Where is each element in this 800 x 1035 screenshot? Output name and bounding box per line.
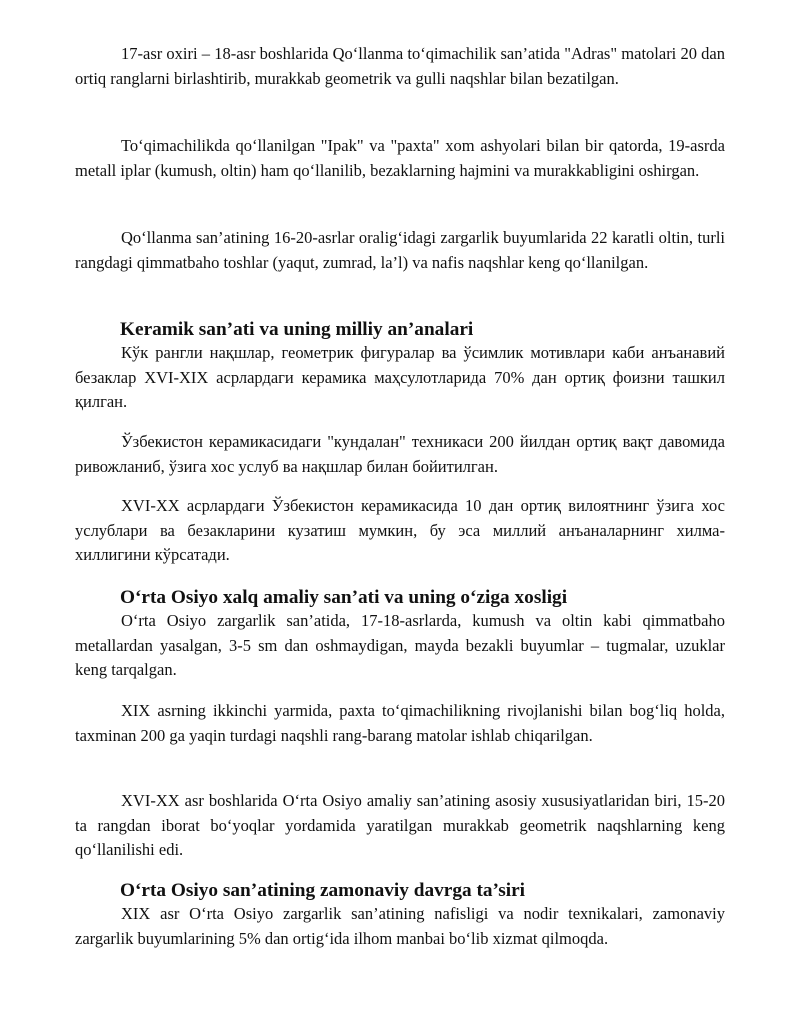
section-heading-keramik: Keramik san’ati va uning milliy an’analari — [120, 319, 474, 340]
paragraph-adras: 17-asr oxiri – 18-asr boshlarida Qo‘llanma to‘qimachilik san’atida "Adras" matolari 20 dan ortiq ranglarni birlashtirib, murakkab geometrik va gulli naqshlar bilan bezatilgan. — [75, 44, 725, 88]
paragraph-ilhom-manbai: XIX asr O‘rta Osiyo zargarlik san’atining nafisligi va nodir texnikalari, zamonaviy zargarlik buyumlarining 5% dan ortig‘ida ilhom manbai bo‘lib xizmat qilmoqda. — [75, 904, 725, 948]
paragraph-mayda-buyumlar: O‘rta Osiyo zargarlik san’atida, 17-18-asrlarda, kumush va oltin kabi qimmatbaho metallardan yasalgan, 3-5 sm dan oshmaydigan, mayda bezakli buyumlar – tugmalar, uzuklar keng tarqalgan. — [75, 611, 725, 679]
paragraph-viloyatlar: XVI-XX асрлардаги Ўзбекистон керамикасида 10 дан ортиқ вилоятнинг ўзига хос услублари ва безакларини кузатиш мумкин, бу эса миллий анъаналарнинг хилма-хиллигини кўрсатади. — [75, 496, 725, 564]
paragraph-kok-naqshlar: Кўк рангли нақшлар, геометрик фигуралар ва ўсимлик мотивлари каби анъанавий безаклар XVI-XIX асрлардаги керамика маҳсулотларида 70% дан ортиқ фоизни ташкил қилган. — [75, 343, 725, 411]
paragraph-ipak-paxta: To‘qimachilikda qo‘llanilgan "Ipak" va "paxta" xom ashyolari bilan bir qatorda, 19-asrda metall iplar (kumush, oltin) ham qo‘llanilib, bezaklarning hajmini va murakkabligini oshirgan. — [75, 136, 725, 180]
section-heading-zamonaviy: O‘rta Osiyo san’atining zamonaviy davrga ta’siri — [120, 880, 526, 901]
paragraph-zargarlik-oltin: Qo‘llanma san’atining 16-20-asrlar oralig‘idagi zargarlik buyumlarida 22 karatli oltin, turli rangdagi qimmatbaho toshlar (yaqut, zumrad, la’l) va nafis naqshlar keng qo‘llanilgan. — [75, 228, 725, 272]
paragraph-geometrik-naqshlar: XVI-XX asr boshlarida O‘rta Osiyo amaliy san’atining asosiy xususiyatlaridan biri, 15-20 ta rangdan iborat bo‘yoqlar yordamida yaratilgan murakkab geometrik naqshlarning keng qo‘llanilishi edi. — [75, 791, 725, 859]
paragraph-kundalan: Ўзбекистон керамикасидаги "кундалан" техникаси 200 йилдан ортиқ вақт давомида ривожланиб, ўзига хос услуб ва нақшлар билан бойитилган. — [75, 432, 725, 476]
paragraph-matolar: XIX asrning ikkinchi yarmida, paxta to‘qimachilikning rivojlanishi bilan bog‘liq holda, taxminan 200 ga yaqin turdagi naqshli rang-barang matolar ishlab chiqarilgan. — [75, 701, 725, 745]
section-heading-xalq-amaliy: O‘rta Osiyo xalq amaliy san’ati va uning o‘ziga xosligi — [120, 587, 568, 608]
